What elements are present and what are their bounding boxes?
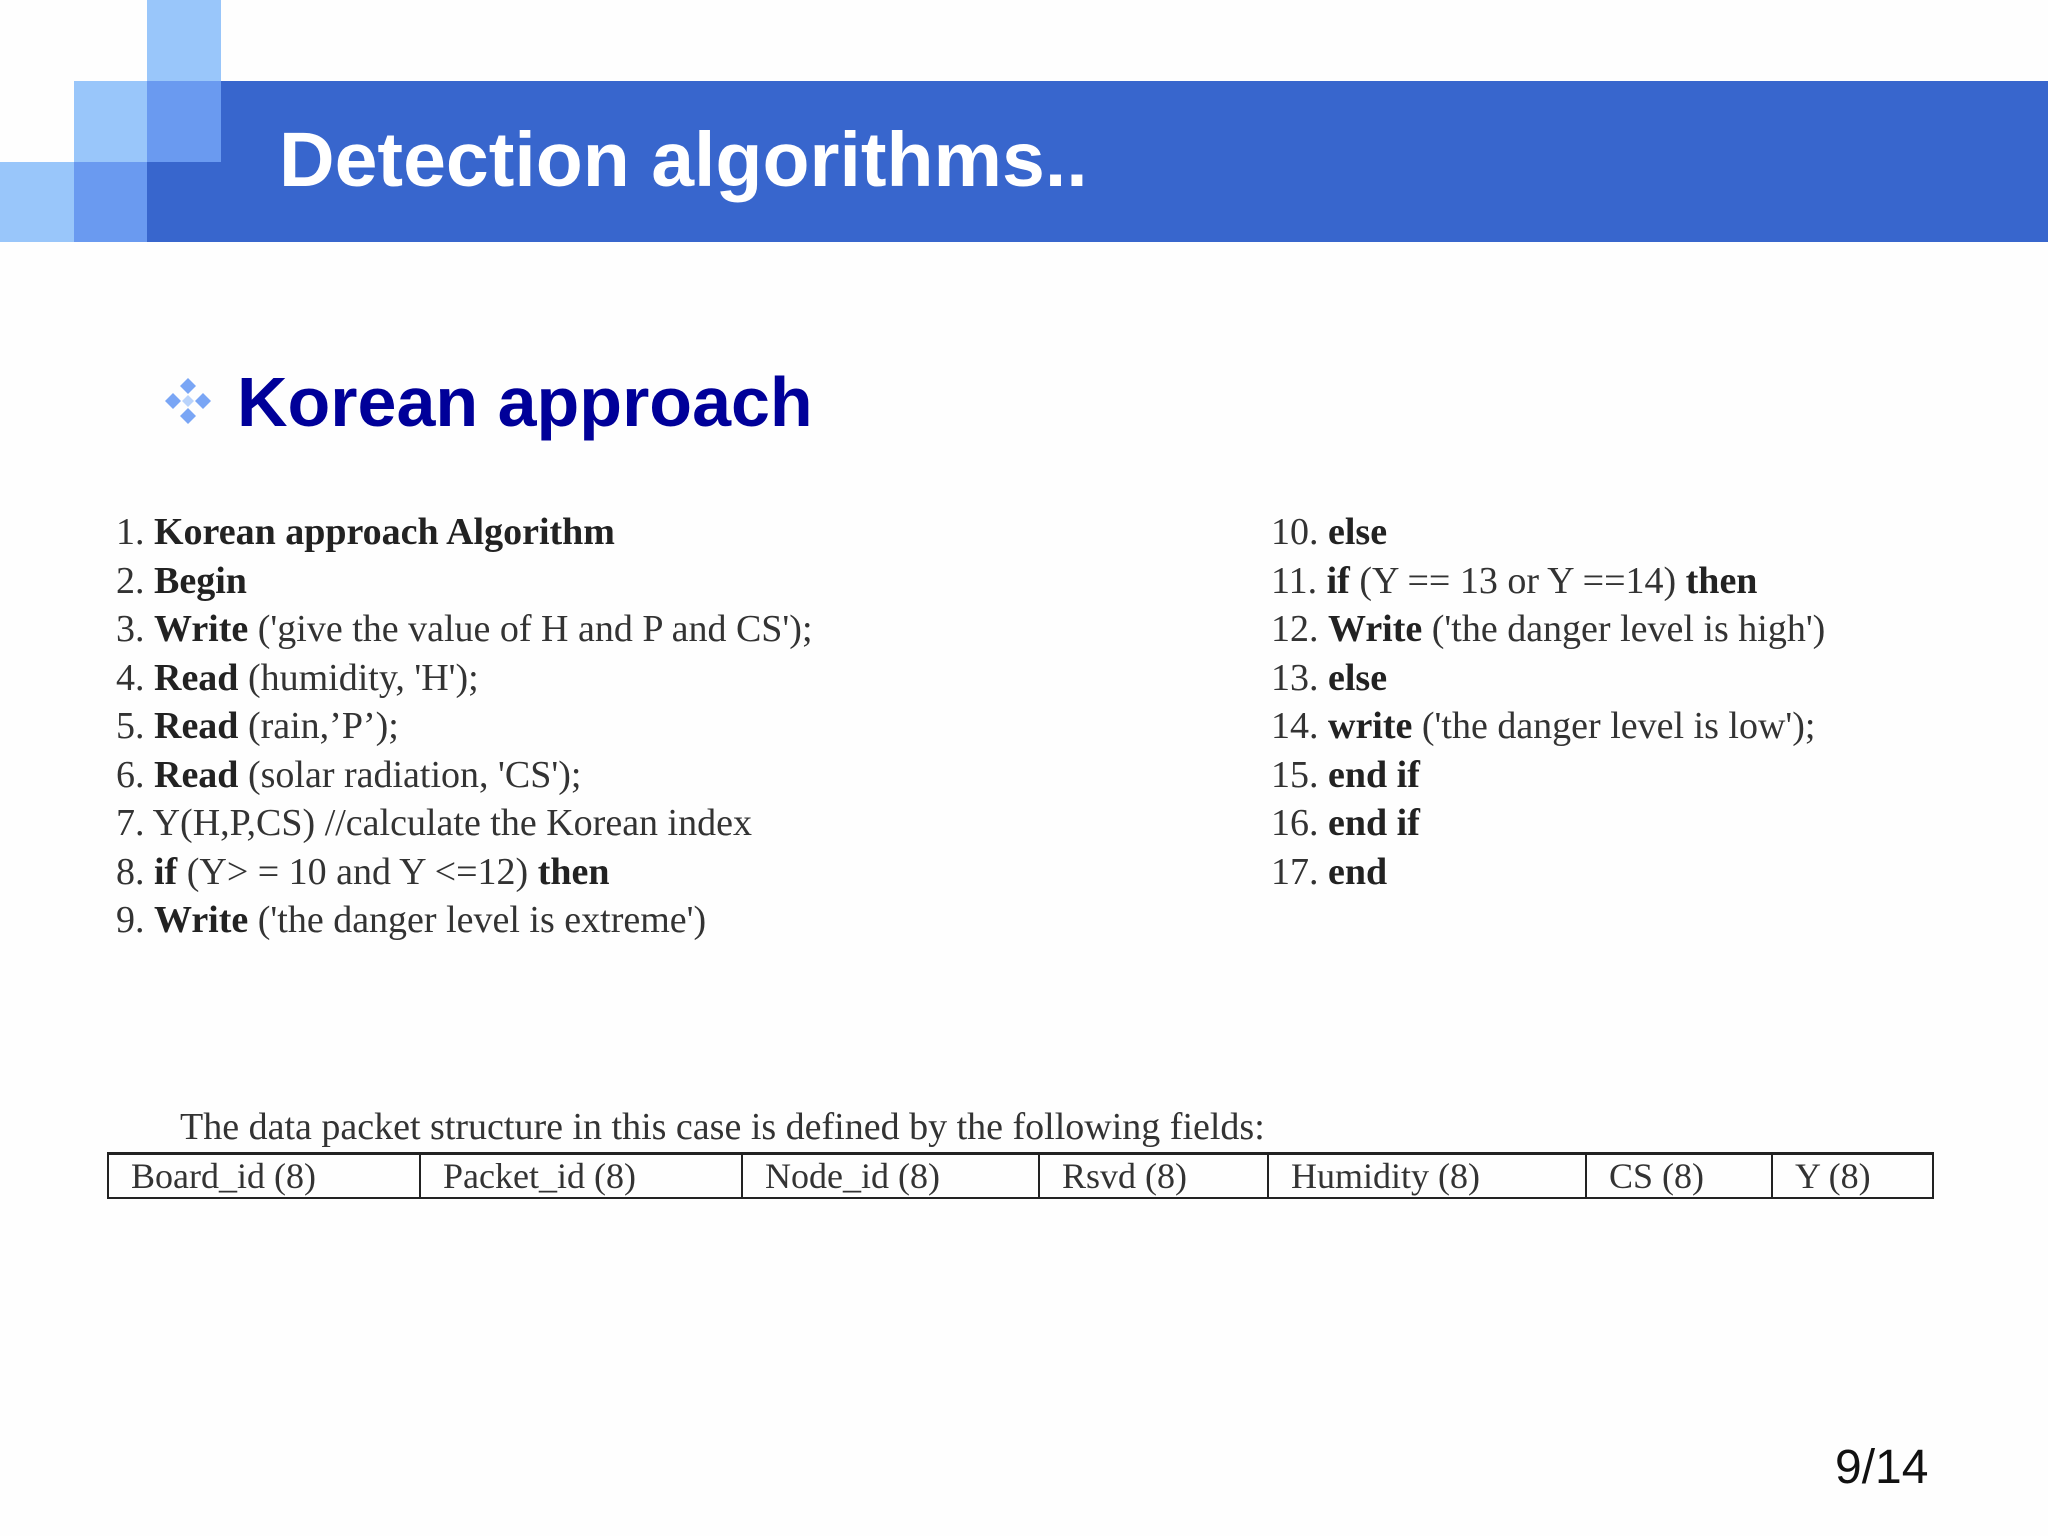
decor-square bbox=[147, 81, 221, 162]
packet-field-cell: Rsvd (8) bbox=[1040, 1155, 1269, 1197]
algorithm-line: 12. Write ('the danger level is high') bbox=[1271, 608, 1826, 650]
decor-square bbox=[74, 162, 147, 242]
decor-square bbox=[74, 81, 147, 162]
decor-square bbox=[147, 0, 221, 81]
algorithm-line: 6. Read (solar radiation, 'CS'); bbox=[116, 753, 582, 796]
algorithm-line: 7. Y(H,P,CS) //calculate the Korean index bbox=[116, 802, 752, 844]
four-diamond-bullet-icon bbox=[163, 376, 213, 426]
algorithm-line: 13. else bbox=[1271, 656, 1388, 699]
page-number: 9/14 bbox=[1835, 1441, 1929, 1494]
algorithm-line: 8. if (Y> = 10 and Y <=12) then bbox=[116, 850, 610, 893]
packet-field-cell: CS (8) bbox=[1587, 1155, 1773, 1197]
packet-field-cell: Board_id (8) bbox=[109, 1155, 421, 1197]
algorithm-line: 5. Read (rain,’P’); bbox=[116, 705, 399, 747]
algorithm-line: 2. Begin bbox=[116, 559, 247, 602]
algorithm-line: 17. end bbox=[1271, 850, 1388, 893]
algorithm-left-column bbox=[116, 508, 813, 945]
packet-field-cell: Packet_id (8) bbox=[421, 1155, 743, 1197]
algorithm-line: 11. if (Y == 13 or Y ==14) then bbox=[1271, 559, 1758, 602]
algorithm-right-column bbox=[1271, 508, 1825, 896]
slide-title: Detection algorithms.. bbox=[279, 117, 1088, 203]
algorithm-line: 1. Korean approach Algorithm bbox=[116, 511, 615, 553]
packet-intro-text: The data packet structure in this case is defined by the following fields: bbox=[180, 1106, 1265, 1148]
packet-field-cell: Humidity (8) bbox=[1269, 1155, 1587, 1197]
decor-square bbox=[0, 162, 74, 242]
algorithm-line: 9. Write ('the danger level is extreme') bbox=[116, 899, 707, 941]
algorithm-line: 3. Write ('give the value of H and P and CS'); bbox=[116, 608, 813, 650]
section-subtitle: Korean approach bbox=[237, 363, 813, 441]
algorithm-line: 16. end if bbox=[1271, 802, 1420, 844]
algorithm-line: 14. write ('the danger level is low'); bbox=[1271, 705, 1816, 747]
algorithm-line: 4. Read (humidity, 'H'); bbox=[116, 656, 479, 699]
packet-field-cell: Node_id (8) bbox=[743, 1155, 1040, 1197]
algorithm-line: 10. else bbox=[1271, 511, 1388, 553]
packet-structure-table bbox=[107, 1152, 1934, 1199]
algorithm-line: 15. end if bbox=[1271, 753, 1420, 796]
packet-field-cell: Y (8) bbox=[1795, 1156, 1871, 1196]
